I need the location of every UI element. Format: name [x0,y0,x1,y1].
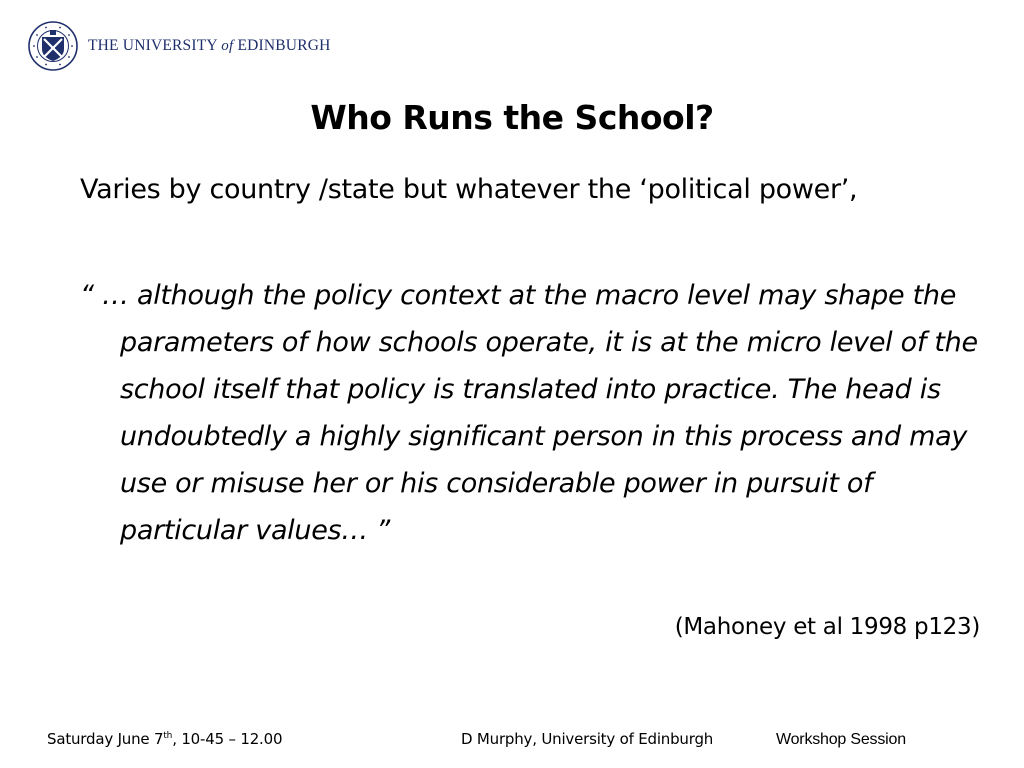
footer-date-sup: th [163,731,173,741]
paragraph-text: Varies by country /state but whatever the ‘political power’, [80,174,858,205]
university-name-suffix: EDINBURGH [233,37,331,54]
footer-date-suffix: , 10-45 – 12.00 [172,730,283,748]
footer-session: Workshop Session [776,731,906,748]
footer-date-prefix: Saturday June 7 [47,730,164,748]
citation: (Mahoney et al 1998 p123) [674,614,980,640]
university-crest-icon [28,21,78,71]
footer-author: D Murphy, University of Edinburgh [461,730,714,748]
university-name-prefix: THE UNIVERSITY [88,37,222,54]
quote-text: “ … although the policy context at the macro level may shape the parameters of how schools operate, it is at the micro level of the school itself that policy is translated into practice. The head is undoubtedly a highly significant person in this process and may use or misuse her or his considerable power in pursuit of particular values… ” [80,280,978,546]
slide-header [28,20,331,72]
slide-title: Who Runs the School? [310,98,714,137]
university-name [88,37,331,55]
university-name-of: of [221,38,234,54]
quote-paragraph [80,272,980,554]
footer-date [47,730,282,748]
body-paragraph-1 [80,166,980,213]
